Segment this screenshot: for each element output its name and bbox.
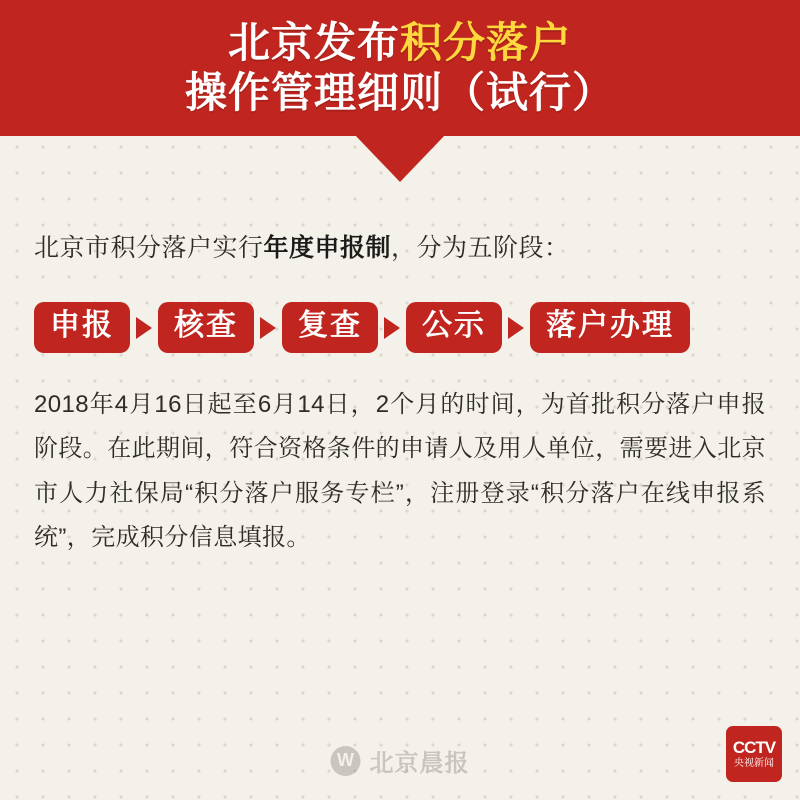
- cctv-logo-mark: CCTV: [732, 737, 776, 757]
- poster-footer: [0, 708, 800, 800]
- poster-content: [0, 136, 800, 561]
- weibo-icon: W: [331, 746, 361, 776]
- header-title-line-2: 操作管理细则（试行）: [184, 69, 615, 116]
- stage-pill-5: 落户办理: [530, 302, 690, 353]
- header-title-highlight: 积分落户: [400, 19, 573, 67]
- body-paragraph: 2018年4月16日起至6月14日，2个月的时间，为首批积分落户申报阶段。在此期间，符合资格条件的申请人及用人单位，需要进入北京市人力社保局“积分落户服务专栏”，注册登录“积分落户在线申报系统”，完成积分信息填报。: [34, 391, 766, 552]
- stage-arrow-icon-4: [508, 317, 524, 339]
- lead-suffix: ，分为五阶段：: [391, 234, 570, 262]
- poster-header: [0, 0, 800, 136]
- stage-pill-3: 复查: [282, 302, 378, 353]
- header-title-line-1: [228, 18, 572, 68]
- cctv-logo: [726, 726, 782, 782]
- cctv-logo-text: 央视新闻: [734, 757, 774, 769]
- account-name: 北京晨报: [369, 750, 470, 777]
- stage-pill-1: 申报: [34, 302, 130, 353]
- stage-flow: [34, 302, 766, 353]
- stage-arrow-icon-3: [384, 317, 400, 339]
- header-title-plain: 北京发布: [227, 19, 400, 67]
- weibo-credit: [331, 743, 470, 778]
- lead-bold: 年度申报制: [263, 234, 392, 262]
- stage-pill-4: 公示: [406, 302, 502, 353]
- header-arrow-icon: [354, 134, 446, 182]
- lead-prefix: 北京市积分落户实行: [34, 234, 264, 262]
- lead-sentence: [34, 228, 766, 268]
- stage-pill-2: 核查: [158, 302, 254, 353]
- stage-arrow-icon-1: [136, 317, 152, 339]
- stage-arrow-icon-2: [260, 317, 276, 339]
